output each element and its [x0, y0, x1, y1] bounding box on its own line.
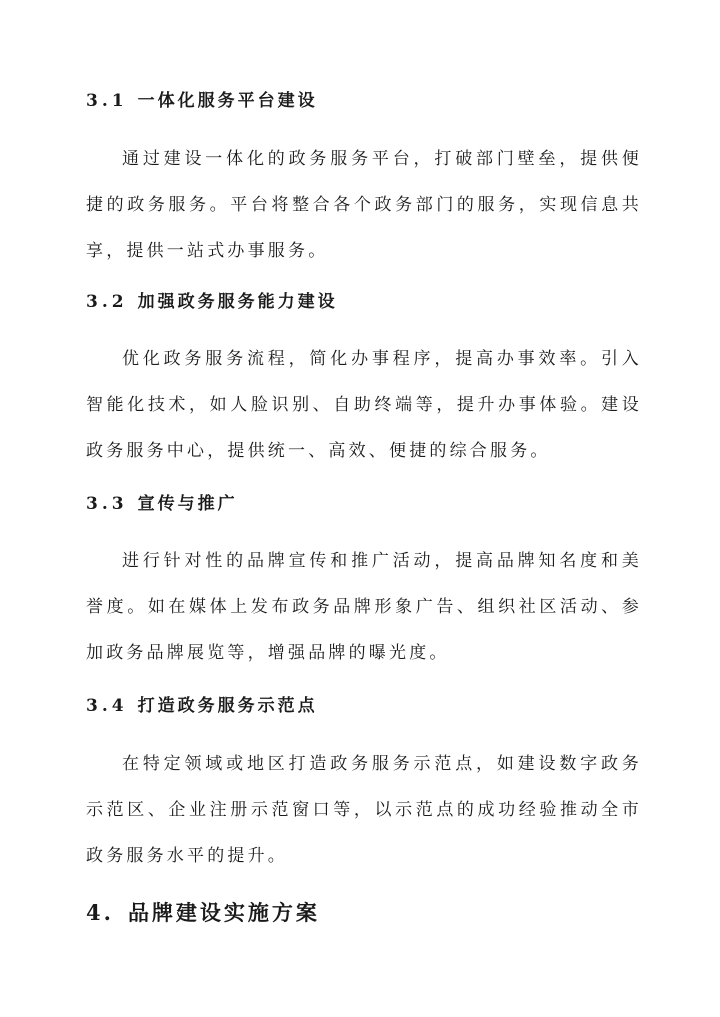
chapter-number: 4. [86, 900, 114, 925]
chapter-heading [86, 898, 320, 928]
section-heading-3-4 [86, 694, 318, 718]
section-title: 宣传与推广 [137, 494, 238, 514]
section-number: 3.3 [86, 494, 128, 514]
section-paragraph-3-3: 进行针对性的品牌宣传和推广活动，提高品牌知名度和美誉度。如在媒体上发布政务品牌形象广告、组织社区活动、参加政务品牌展览等，增强品牌的曝光度。 [86, 551, 642, 663]
section-heading-3-2 [86, 290, 338, 314]
section-number: 3.2 [86, 292, 128, 312]
section-heading-3-3 [86, 492, 238, 516]
section-heading-3-1 [86, 89, 318, 113]
section-title: 加强政务服务能力建设 [137, 292, 338, 312]
section-number: 3.1 [86, 91, 128, 111]
section-paragraph-3-2: 优化政务服务流程，简化办事程序，提高办事效率。引入智能化技术，如人脸识别、自助终端等，提升办事体验。建设政务服务中心，提供统一、高效、便捷的综合服务。 [86, 349, 642, 461]
section-paragraph-3-1: 通过建设一体化的政务服务平台，打破部门壁垒，提供便捷的政务服务。平台将整合各个政务部门的服务，实现信息共享，提供一站式办事服务。 [86, 149, 642, 261]
chapter-title: 品牌建设实施方案 [127, 900, 320, 925]
section-title: 打造政务服务示范点 [137, 696, 318, 716]
section-number: 3.4 [86, 696, 128, 716]
section-paragraph-3-4: 在特定领域或地区打造政务服务示范点，如建设数字政务示范区、企业注册示范窗口等，以示范点的成功经验推动全市政务服务水平的提升。 [86, 754, 642, 866]
section-title: 一体化服务平台建设 [137, 91, 318, 111]
